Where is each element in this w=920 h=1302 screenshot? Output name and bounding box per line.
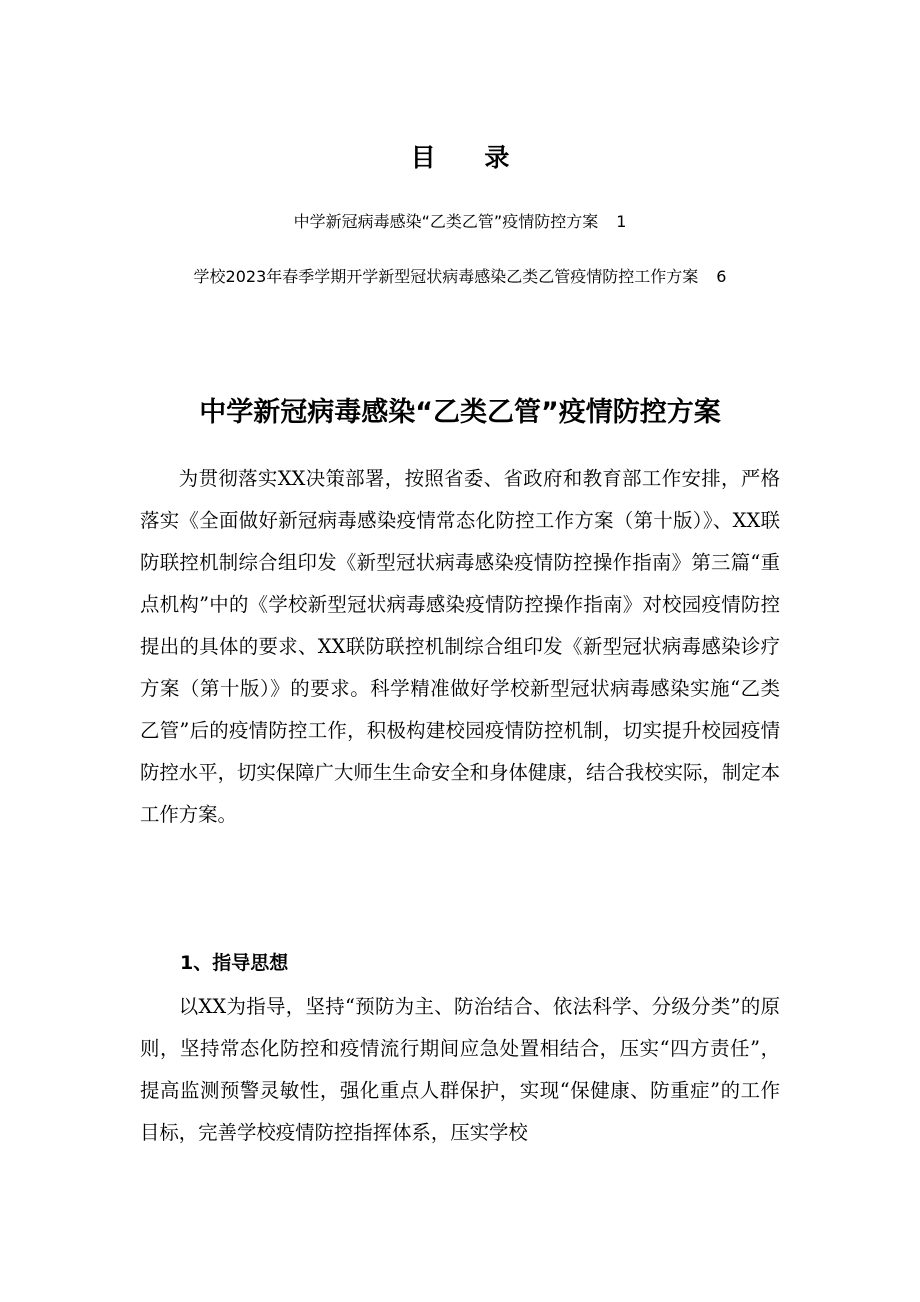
section-heading: 1、指导思想: [180, 952, 289, 974]
section-paragraph: 以XX为指导，坚持“预防为主、防治结合、依法科学、分级分类”的原则，坚持常态化防控和疫情流行期间应急处置相结合，压实“四方责任”，提高监测预警灵敏性，强化重点人群保护，实现“保健康、防重症”的工作目标，完善学校疫情防控指挥体系，压实学校: [140, 995, 780, 1144]
toc-entry-page: 6: [716, 267, 727, 286]
intro-paragraph: 为贯彻落实XX决策部署，按照省委、省政府和教育部工作安排，严格落实《全面做好新冠病毒感染疫情常态化防控工作方案（第十版）》、XX联防联控机制综合组印发《新型冠状病毒感染疫情防控操作指南》第三篇“重点机构”中的《学校新型冠状病毒感染疫情防控操作指南》对校园疫情防控提出的具体的要求、XX联防联控机制综合组印发《新型冠状病毒感染诊疗方案（第十版）》的要求。科学精准做好学校新型冠状病毒感染实施“乙类乙管”后的疫情防控工作，积极构建校园疫情防控机制，切实提升校园疫情防控水平，切实保障广大师生生命安全和身体健康，结合我校实际，制定本工作方案。: [140, 467, 780, 826]
toc-entry-label: 中学新冠病毒感染“乙类乙管”疫情防控方案: [293, 212, 599, 231]
toc-entry[interactable]: [0, 264, 920, 287]
toc-entry-label: 学校2023年春季学期开学新型冠状病毒感染乙类乙管疫情防控工作方案: [193, 267, 699, 286]
toc-entry-page: 1: [616, 212, 627, 231]
document-title: 中学新冠病毒感染“乙类乙管”疫情防控方案: [199, 397, 721, 428]
toc-title: 目 录: [410, 143, 530, 172]
toc-entry[interactable]: [0, 209, 920, 232]
